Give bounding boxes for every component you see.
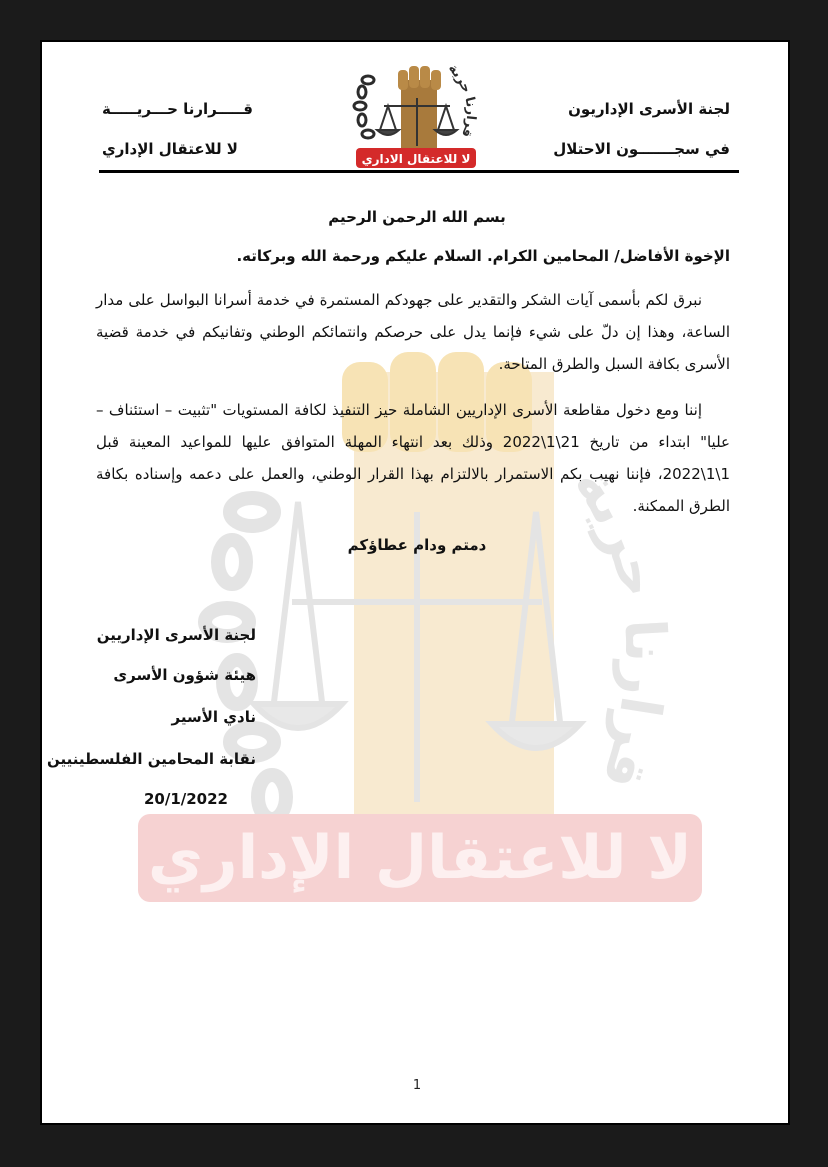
greeting: الإخوة الأفاضل/ المحامين الكرام. السلام عليكم ورحمة الله وبركاته. [236,247,730,265]
scale-icon [377,98,457,146]
header-right-line2: في سجـــــــون الاحتلال [553,140,730,158]
header-right-line1: لجنة الأسرى الإداريون [568,100,730,118]
page-number: 1 [412,1078,422,1093]
paragraph-2: إننا ومع دخول مقاطعة الأسرى الإداريين الشاملة حيز التنفيذ لكافة المستويات "تثبيت – استئناف – عليا" ابتداء من تاريخ 21\1\2022 وذلك بعد انتهاء المهلة المتوافق عليها للمواعيد المعينة قبل 1\1\2022، فإننا نهيب بكم الاستمرار بالالتزام بهذا القرار الوطني، والعمل على دعمه وإسناده بكافة الطرق الممكنة. [96,401,730,515]
header-divider [99,170,739,173]
signature-line-3: نادي الأسير [171,708,256,726]
signature-date: 20/1/2022 [143,790,228,808]
logo-arc-text: قرارنا حرية [445,61,479,140]
watermark-arc-text: قرارنا حرية [560,453,678,797]
logo [346,58,486,170]
document-page [40,40,790,1125]
header-left-line1: قـــــرارنا حـــريـــــة [102,100,253,118]
watermark-banner-text: لا للاعتقال الإداري [148,823,692,893]
signature-line-2: هيئة شؤون الأسرى [113,666,256,684]
watermark [42,42,790,1125]
header-left-line2: لا للاعتقال الإداري [102,140,238,158]
signature-line-1: لجنة الأسرى الإداريين [96,626,256,644]
paragraph-1: نبرق لكم بأسمى آيات الشكر والتقدير على جهودكم المستمرة في خدمة أسرانا البواسل على مدار الساعة، وهذا إن دلّ على شيء فإنما يدل على حرصكم وانتمائكم الوطني وتفانيكم في خدمة قضية الأسرى بكافة السبل والطرق المتاحة. [96,291,730,373]
logo-banner-text: لا للاعتقال الاداري [361,152,471,166]
signature-line-4: نقابة المحامين الفلسطينيين [47,750,256,768]
chain-icon [354,76,374,138]
basmala: بسم الله الرحمن الرحيم [328,208,506,226]
closing: دمتم ودام عطاؤكم [347,536,487,554]
